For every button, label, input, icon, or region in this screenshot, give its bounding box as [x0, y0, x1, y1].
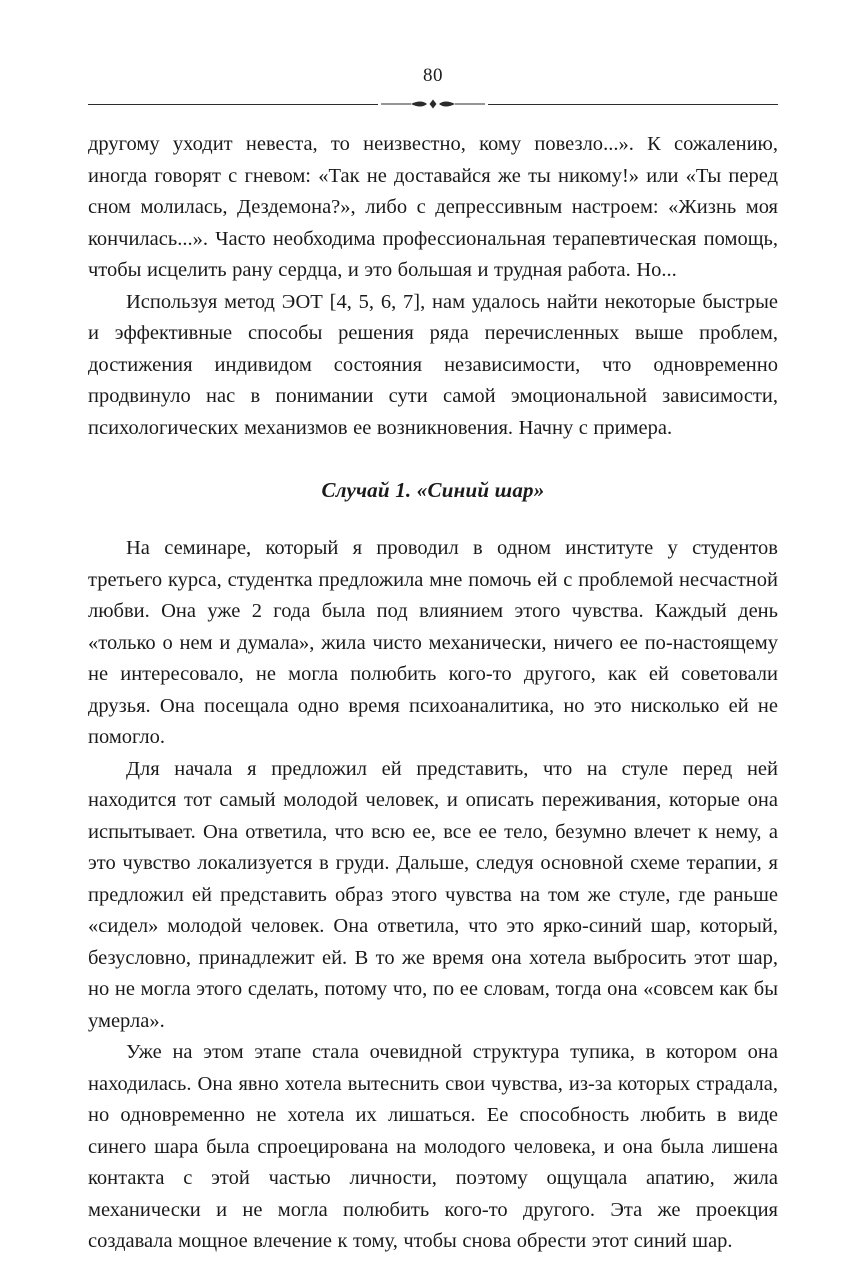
- page-content-area: [88, 66, 778, 1258]
- paragraph-analysis: Уже на этом этапе стала очевидной структура тупика, в котором она находилась. Она явно хотела вытеснить свои чувства, из-за которых страдала, но одновременно не хотела их лишаться. Ее способность любить в виде синего шара была спроецирована на молодого человека, и она была лишена контакта с этой частью личности, поэтому ощущала апатию, жила механически и не могла полюбить кого-то другого. Эта же проекция создавала мощное влечение к тому, чтобы снова обрести этот синий шар.: [88, 1041, 778, 1252]
- case-heading: Случай 1. «Синий шар»: [321, 478, 545, 502]
- page-number: 80: [423, 65, 443, 86]
- paragraph-continuation: другому уходит невеста, то неизвестно, кому повезло...». К сожалению, иногда говорят с гневом: «Так не доставайся же ты никому!» или «Ты перед сном молилась, Дездемона?», либо с депрессивным настроем: «Жизнь моя кончилась...». Часто необходима профессиональная терапевтическая помощь, чтобы исцелить рану сердца, и это большая и трудная работа. Но...: [88, 133, 778, 281]
- paragraph-seminar: На семинаре, который я проводил в одном институте у студентов третьего курса, студентка предложила мне помочь ей с проблемой несчастной любви. Она уже 2 года была под влиянием этого чувства. Каждый день «только о нем и думала», жила чисто механически, ничего ее по-настоящему не интересовало, не могла полюбить кого-то другого, как ей советовали друзья. Она посещала одно время психоаналитика, но это нисколько ей не помогло.: [88, 537, 778, 748]
- header-rule: [88, 97, 778, 111]
- paragraph-session: Для начала я предложил ей представить, что на стуле перед ней находится тот самый молодой человек, и описать переживания, которые она испытывает. Она ответила, что всю ее, все ее тело, безумно влечет к нему, а это чувство локализуется в груди. Дальше, следуя основной схеме терапии, я предложил ей представить образ этого чувства на том же стуле, где раньше «сидел» молодой человек. Она ответила, что это ярко-синий шар, который, безусловно, принадлежит ей. В то же время она хотела выбросить этот шар, но не могла этого сделать, потому что, по ее словам, тогда она «совсем как бы умерла».: [88, 757, 778, 1032]
- diamond-rule-ornament: [378, 97, 488, 111]
- paragraph-method: Используя метод ЭОТ [4, 5, 6, 7], нам удалось найти некоторые быстрые и эффективные способы решения ряда перечисленных выше проблем, достижения индивидом состояния независимости, что одновременно продвинуло нас в понимании сути самой эмоциональной зависимости, психологических механизмов ее возникновения. Начну с примера.: [88, 290, 778, 439]
